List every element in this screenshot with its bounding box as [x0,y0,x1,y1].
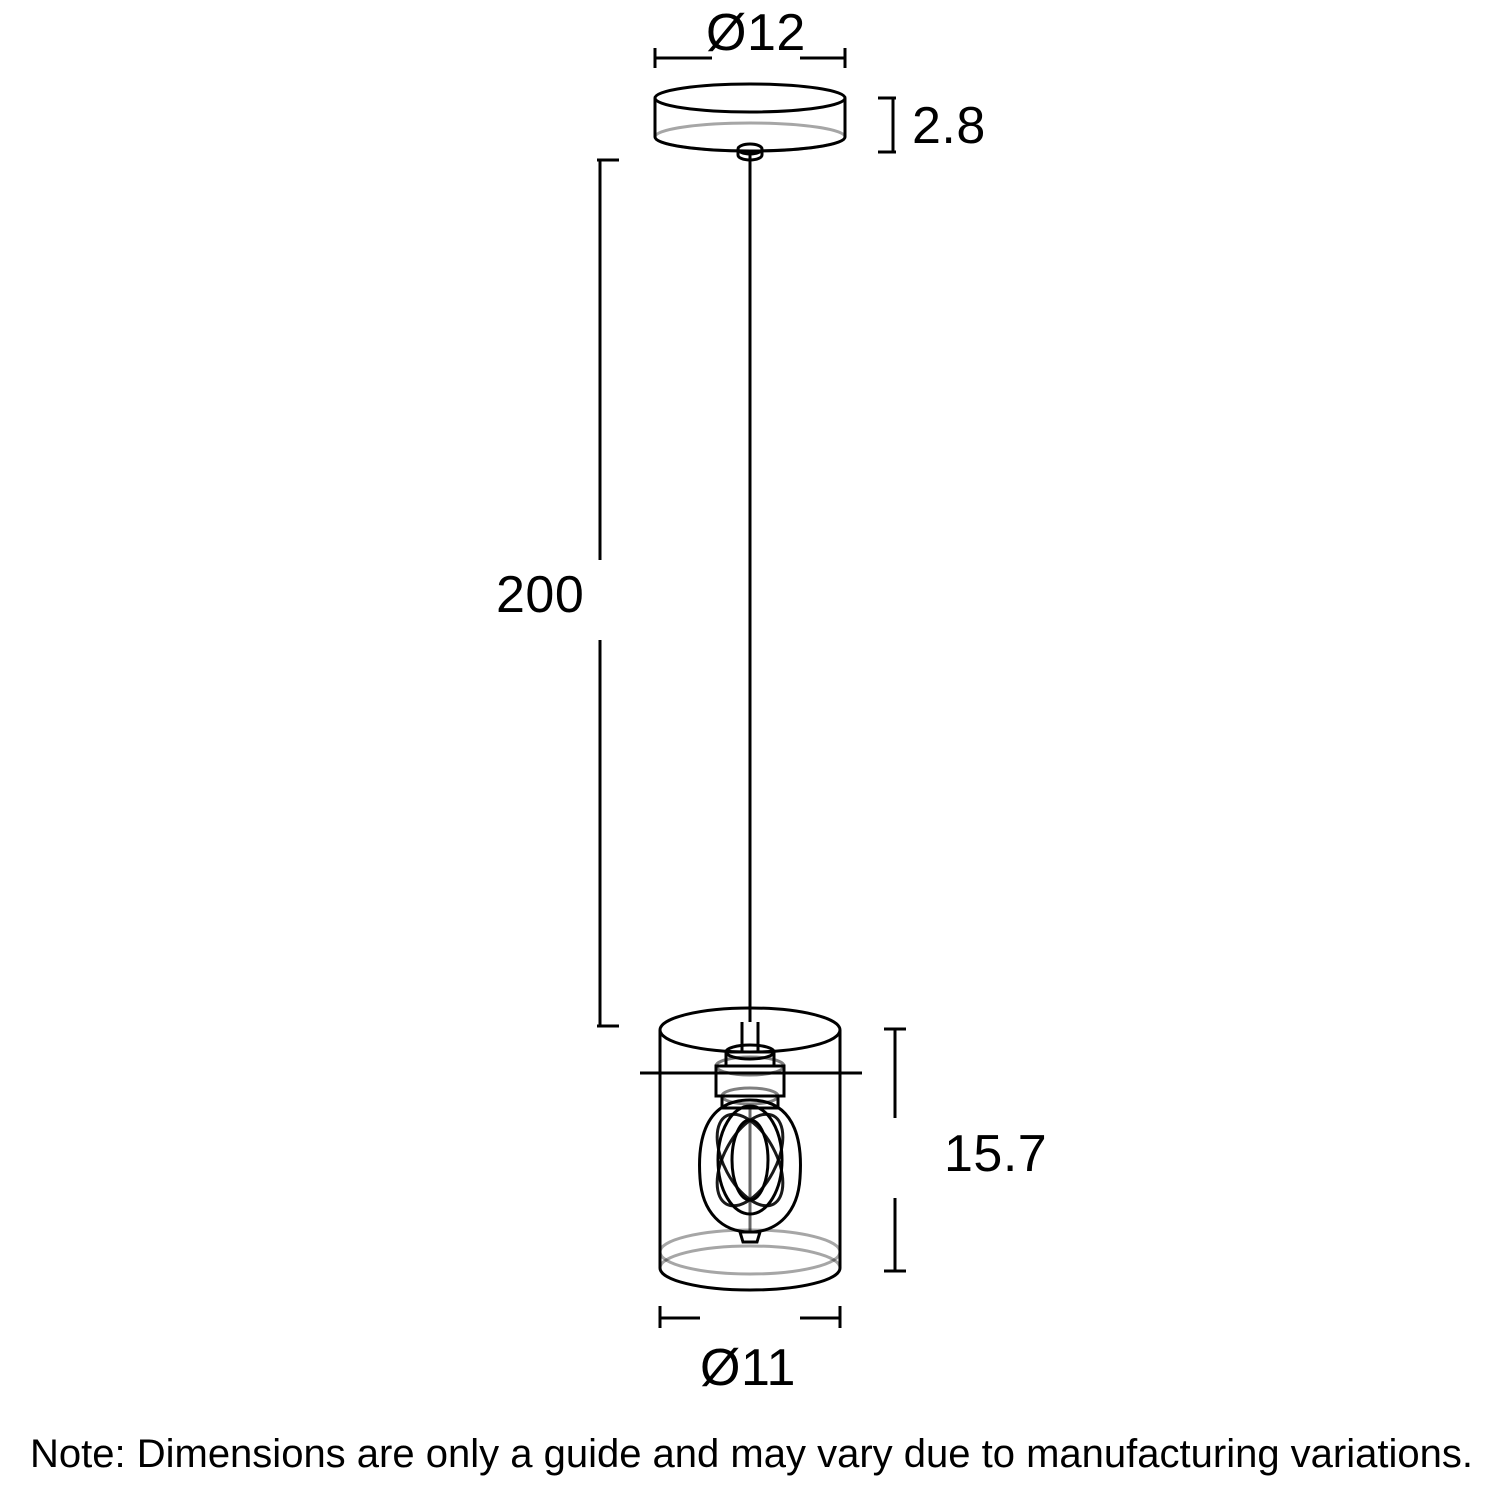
shade-diameter-dimension [660,1306,840,1328]
shade-diameter-label: Ø11 [700,1339,796,1397]
canopy-diameter-label: Ø12 [706,4,806,62]
ceiling-canopy [655,84,845,160]
drop-length-dimension [597,160,619,1026]
canopy-height-dimension [878,98,896,152]
decorative-bulb [700,1100,801,1242]
manufacturing-note: Note: Dimensions are only a guide and may vary due to manufacturing variations. [30,1432,1473,1476]
shade-height-label: 15.7 [944,1125,1048,1183]
canopy-height-label: 2.8 [912,97,986,155]
shade-height-dimension [884,1029,906,1271]
drop-length-label: 200 [496,566,585,624]
lamp-holder [716,1022,784,1108]
